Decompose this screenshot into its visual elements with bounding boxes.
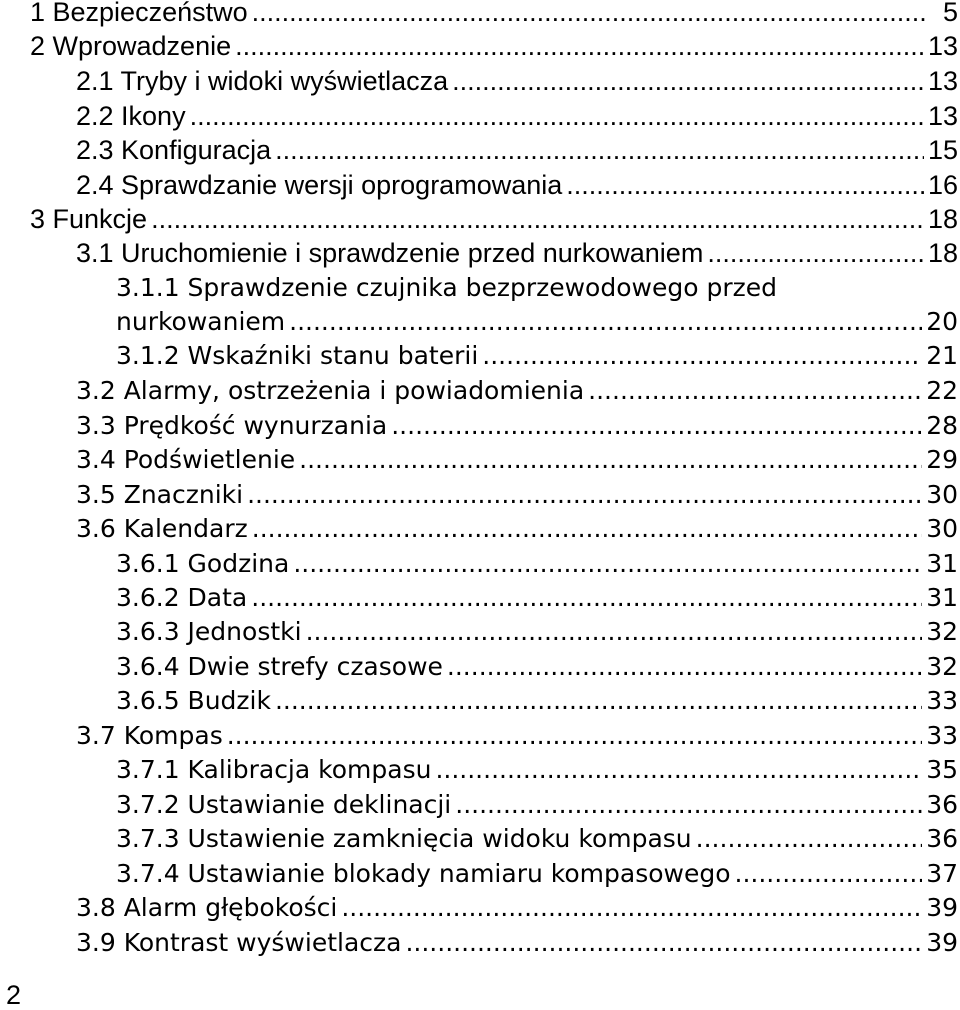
toc-entry-title: 3.1.2 Wskaźniki stanu baterii bbox=[116, 341, 479, 370]
dot-leader bbox=[275, 133, 924, 167]
dot-leader bbox=[482, 339, 922, 373]
dot-leader bbox=[405, 926, 922, 960]
toc-entry[interactable] bbox=[76, 926, 958, 960]
toc-entry-page: 29 bbox=[926, 445, 958, 474]
toc-entry-page: 30 bbox=[926, 480, 958, 509]
toc-entry-page: 35 bbox=[926, 755, 958, 784]
dot-leader bbox=[391, 409, 922, 443]
toc-entry[interactable] bbox=[116, 822, 958, 856]
dot-leader bbox=[455, 788, 922, 822]
page-number: 2 bbox=[6, 980, 22, 1010]
toc-entry[interactable] bbox=[76, 374, 958, 408]
dot-leader bbox=[289, 305, 922, 339]
toc-entry[interactable] bbox=[76, 168, 958, 202]
toc-entry-title: 3.2 Alarmy, ostrzeżenia i powiadomienia bbox=[76, 376, 585, 405]
dot-leader bbox=[252, 0, 928, 29]
toc-entry[interactable] bbox=[116, 271, 958, 305]
toc-entry[interactable] bbox=[76, 133, 958, 167]
toc-entry[interactable] bbox=[116, 581, 958, 615]
toc-entry-page: 13 bbox=[927, 31, 958, 61]
toc-entry-page: 30 bbox=[926, 514, 958, 543]
toc-entry-page: 37 bbox=[926, 859, 958, 888]
toc-entry-page: 18 bbox=[927, 204, 958, 234]
dot-leader bbox=[696, 822, 923, 856]
toc-entry-page: 28 bbox=[926, 411, 958, 440]
toc-entry[interactable] bbox=[116, 684, 958, 718]
toc-entry[interactable] bbox=[116, 615, 958, 649]
toc-entry-title: 3.7.2 Ustawianie deklinacji bbox=[116, 790, 452, 819]
toc-entry-page: 33 bbox=[926, 686, 958, 715]
toc-entry-title: 2 Wprowadzenie bbox=[30, 31, 232, 61]
toc-entry-title: 3.3 Prędkość wynurzania bbox=[76, 411, 388, 440]
toc-entry-page: 36 bbox=[926, 824, 958, 853]
toc-entry[interactable] bbox=[30, 202, 958, 236]
toc-entry-title: 2.4 Sprawdzanie wersji oprogramowania bbox=[76, 170, 563, 200]
toc-entry-page: 16 bbox=[927, 170, 958, 200]
dot-leader bbox=[293, 547, 922, 581]
toc-entry[interactable] bbox=[30, 0, 958, 29]
toc-entry-title: 3.7.4 Ustawianie blokady namiaru kompasowego bbox=[116, 859, 731, 888]
dot-leader bbox=[306, 615, 923, 649]
dot-leader bbox=[299, 443, 922, 477]
dot-leader bbox=[227, 719, 922, 753]
toc-entry[interactable] bbox=[76, 409, 958, 443]
toc-entry-page: 39 bbox=[926, 928, 958, 957]
dot-leader bbox=[251, 581, 922, 615]
toc-entry-page: 31 bbox=[926, 549, 958, 578]
toc-entry[interactable] bbox=[116, 753, 958, 787]
toc-entry-title: 3.6.5 Budzik bbox=[116, 686, 271, 715]
toc-entry-page: 13 bbox=[927, 101, 958, 131]
toc-entry-page: 15 bbox=[927, 135, 958, 165]
toc-entry-page: 32 bbox=[926, 652, 958, 681]
toc-entry-title: 2.2 Ikony bbox=[76, 101, 186, 131]
toc-entry[interactable] bbox=[116, 339, 958, 373]
dot-leader bbox=[275, 684, 922, 718]
toc-entry-title: 3.7.1 Kalibracja kompasu bbox=[116, 755, 432, 784]
toc-entry[interactable] bbox=[116, 547, 958, 581]
toc-entry-title: 3 Funkcje bbox=[30, 204, 148, 234]
dot-leader bbox=[247, 478, 922, 512]
dot-leader bbox=[252, 512, 922, 546]
toc-entry[interactable] bbox=[116, 650, 958, 684]
toc-entry-title: 3.6.2 Data bbox=[116, 583, 248, 612]
toc-entry-title: 3.5 Znaczniki bbox=[76, 480, 244, 509]
dot-leader bbox=[452, 64, 924, 98]
toc-entry-title: 3.6 Kalendarz bbox=[76, 514, 248, 543]
toc-entry-title: 3.6.3 Jednostki bbox=[116, 617, 302, 646]
dot-leader bbox=[588, 374, 922, 408]
toc-entry-title: 3.4 Podświetlenie bbox=[76, 445, 296, 474]
toc-entry[interactable] bbox=[76, 64, 958, 98]
toc-entry-title: 3.6.4 Dwie strefy czasowe bbox=[116, 652, 443, 681]
toc-entry-title: 3.7 Kompas bbox=[76, 721, 223, 750]
toc-entry-page: 33 bbox=[926, 721, 958, 750]
toc-entry-title: 2.3 Konfiguracja bbox=[76, 135, 272, 165]
toc-entry[interactable] bbox=[76, 478, 958, 512]
toc-entry[interactable] bbox=[116, 788, 958, 822]
toc-entry-page: 39 bbox=[926, 893, 958, 922]
toc-entry[interactable] bbox=[76, 512, 958, 546]
toc-entry-title: 3.1 Uruchomienie i sprawdzenie przed nurkowaniem bbox=[76, 238, 704, 268]
toc-entry[interactable] bbox=[116, 857, 958, 891]
toc-entry-page: 22 bbox=[926, 376, 958, 405]
toc-entry-page: 21 bbox=[926, 341, 958, 370]
dot-leader bbox=[235, 29, 924, 63]
toc-entry-page: 13 bbox=[927, 66, 958, 96]
toc-entry[interactable] bbox=[76, 719, 958, 753]
toc-entry-title: 1 Bezpieczeństwo bbox=[30, 0, 248, 27]
dot-leader bbox=[735, 857, 923, 891]
dot-leader bbox=[341, 891, 922, 925]
toc-entry-title: 3.9 Kontrast wyświetlacza bbox=[76, 928, 402, 957]
toc-entry[interactable] bbox=[76, 236, 958, 270]
toc-entry-page: 18 bbox=[927, 238, 958, 268]
dot-leader bbox=[151, 202, 924, 236]
toc-entry-title: 3.1.1 Sprawdzenie czujnika bezprzewodowego przed bbox=[116, 273, 777, 302]
dot-leader bbox=[190, 99, 924, 133]
toc-entry-page: 31 bbox=[926, 583, 958, 612]
toc-entry-page: 32 bbox=[926, 617, 958, 646]
toc-entry[interactable] bbox=[30, 29, 958, 63]
toc-entry-title: 3.6.1 Godzina bbox=[116, 549, 290, 578]
toc-entry-title: 2.1 Tryby i widoki wyświetlacza bbox=[76, 66, 449, 96]
dot-leader bbox=[435, 753, 922, 787]
toc-entry[interactable] bbox=[76, 443, 958, 477]
toc-entry-page: 5 bbox=[942, 0, 958, 27]
dot-leader bbox=[447, 650, 922, 684]
toc-entry[interactable] bbox=[76, 891, 958, 925]
toc-entry-title: 3.8 Alarm głębokości bbox=[76, 893, 338, 922]
toc-entry-page: 20 bbox=[926, 307, 958, 336]
toc-entry-title: 3.7.3 Ustawienie zamknięcia widoku kompasu bbox=[116, 824, 692, 853]
dot-leader bbox=[707, 236, 924, 270]
dot-leader bbox=[566, 168, 924, 202]
toc-entry[interactable] bbox=[116, 305, 958, 339]
toc-entry-page: 36 bbox=[926, 790, 958, 819]
toc-entry[interactable] bbox=[76, 99, 958, 133]
toc-entry-title: nurkowaniem bbox=[116, 307, 286, 336]
